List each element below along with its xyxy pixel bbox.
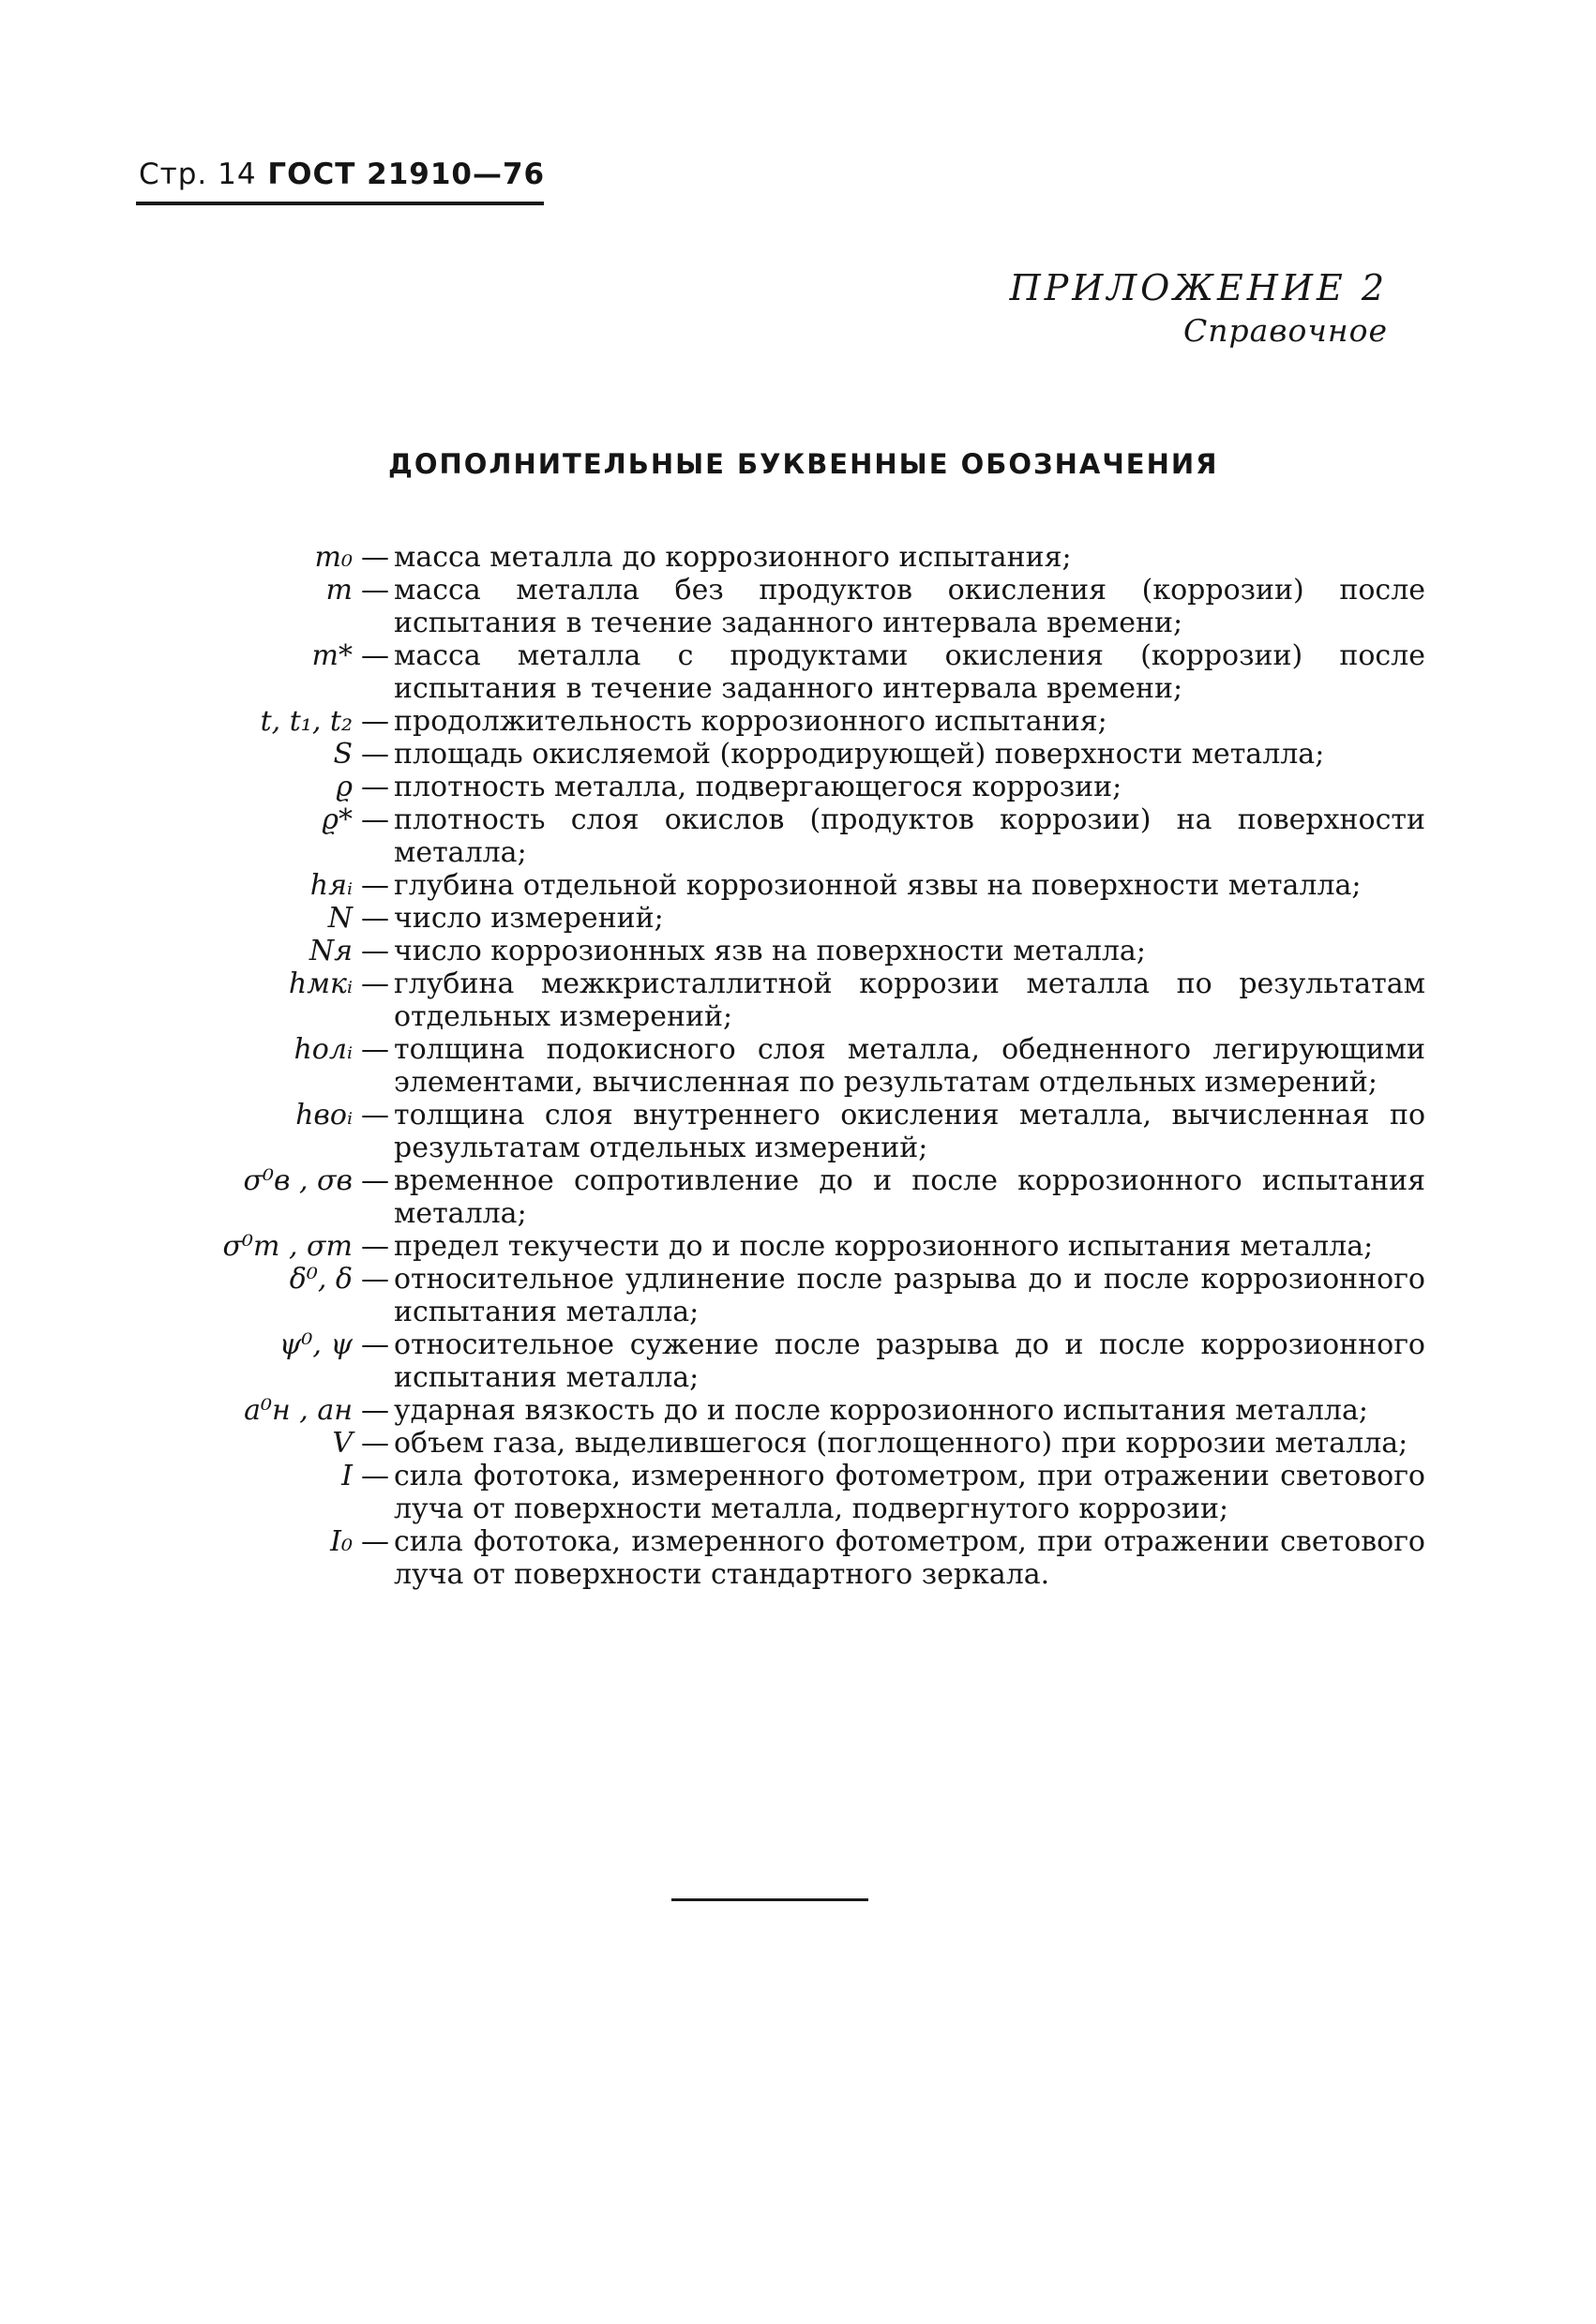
definition-text: масса металла без продуктов окисления (коррозии) после испытания в течение заданного интервала времени; (394, 574, 1425, 639)
definition-text: масса металла до коррозионного испытания; (394, 541, 1072, 574)
definition-symbol: hмкᵢ (288, 967, 353, 1000)
definition-item (131, 803, 1425, 869)
definition-text: плотность слоя окислов (продуктов коррозии) на поверхности металла; (394, 803, 1425, 869)
definition-item (131, 902, 1425, 935)
definition-symbol: S (333, 738, 353, 771)
definition-dash: — (361, 771, 389, 803)
appendix-title: ПРИЛОЖЕНИЕ 2 (1009, 267, 1388, 308)
definition-text: число коррозионных язв на поверхности металла; (394, 935, 1146, 967)
definition-symbol: m (325, 574, 353, 607)
definition-text: сила фототока, измеренного фотометром, при отражении светового луча от поверхности стандартного зеркала. (394, 1525, 1425, 1591)
definition-item (131, 1263, 1425, 1328)
definition-dash: — (361, 1230, 389, 1263)
definition-item (131, 639, 1425, 705)
definition-dash: — (361, 738, 389, 771)
definition-item (131, 1230, 1425, 1263)
definition-item (131, 1328, 1425, 1394)
end-rule (671, 1898, 868, 1901)
definition-item (131, 1164, 1425, 1230)
appendix-subtitle: Справочное (1182, 312, 1388, 349)
definition-dash: — (361, 1427, 389, 1460)
definition-text: продолжительность коррозионного испытания; (394, 705, 1107, 738)
definition-symbol: N (327, 902, 353, 935)
definition-dash: — (361, 1099, 389, 1132)
definition-symbol: I₀ (330, 1525, 353, 1558)
definition-text: масса металла с продуктами окисления (коррозии) после испытания в течение заданного интервала времени; (394, 639, 1425, 705)
definition-symbol: hвоᵢ (295, 1099, 353, 1132)
definition-dash: — (361, 705, 389, 738)
definition-symbol: V (332, 1427, 353, 1460)
definition-symbol: I (341, 1460, 353, 1492)
definition-text: площадь окисляемой (корродирующей) поверхности металла; (394, 738, 1325, 771)
definition-dash: — (361, 1033, 389, 1066)
definition-item (131, 738, 1425, 771)
definition-text: глубина межкристаллитной коррозии металла по результатам отдельных измерений; (394, 967, 1425, 1033)
definition-dash: — (361, 639, 389, 672)
definition-dash: — (361, 1394, 389, 1427)
definition-symbol: ψ⁰, ψ (279, 1328, 353, 1361)
definition-text: объем газа, выделившегося (поглощенного) при коррозии металла; (394, 1427, 1408, 1460)
definition-dash: — (361, 1164, 389, 1197)
definition-text: сила фототока, измеренного фотометром, при отражении светового луча от поверхности металла, подвергнутого коррозии; (394, 1460, 1425, 1525)
page-number: Стр. 14 (139, 157, 257, 191)
definition-item (131, 541, 1425, 574)
definition-text: предел текучести до и после коррозионного испытания металла; (394, 1230, 1374, 1263)
header-rule (136, 202, 544, 205)
definition-dash: — (361, 1460, 389, 1492)
definition-item (131, 1427, 1425, 1460)
definition-symbol: ϱ (336, 771, 353, 803)
definition-dash: — (361, 541, 389, 574)
definition-item (131, 574, 1425, 639)
definition-dash: — (361, 1525, 389, 1558)
definition-symbol: hолᵢ (294, 1033, 353, 1066)
definition-text: относительное сужение после разрыва до и после коррозионного испытания металла; (394, 1328, 1425, 1394)
section-title: ДОПОЛНИТЕЛЬНЫЕ БУКВЕННЫЕ ОБОЗНАЧЕНИЯ (388, 448, 1219, 480)
definition-dash: — (361, 1263, 389, 1296)
definition-item (131, 1033, 1425, 1099)
definition-text: временное сопротивление до и после коррозионного испытания металла; (394, 1164, 1425, 1230)
definition-text: относительное удлинение после разрыва до и после коррозионного испытания металла; (394, 1263, 1425, 1328)
definition-dash: — (361, 1328, 389, 1361)
definition-text: толщина слоя внутреннего окисления металла, вычисленная по результатам отдельных измерений; (394, 1099, 1425, 1164)
definition-dash: — (361, 574, 389, 607)
definition-symbol: hяᵢ (309, 869, 353, 902)
definition-symbol: m₀ (314, 541, 353, 574)
definition-item (131, 771, 1425, 803)
definition-text: толщина подокисного слоя металла, обедненного легирующими элементами, вычисленная по результатам отдельных измерений; (394, 1033, 1425, 1099)
definition-dash: — (361, 803, 389, 836)
page-header (139, 157, 545, 191)
definition-text: глубина отдельной коррозионной язвы на поверхности металла; (394, 869, 1362, 902)
definition-dash: — (361, 869, 389, 902)
definition-item (131, 1099, 1425, 1164)
definition-symbol: ϱ* (322, 803, 353, 836)
definition-item (131, 1394, 1425, 1427)
definition-item (131, 967, 1425, 1033)
definition-text: ударная вязкость до и после коррозионного испытания металла; (394, 1394, 1368, 1427)
standard-number: ГОСТ 21910—76 (267, 157, 546, 191)
definition-item (131, 1525, 1425, 1591)
definition-symbol: σ⁰в , σв (243, 1164, 353, 1197)
definition-item (131, 935, 1425, 967)
definition-symbol: δ⁰, δ (289, 1263, 353, 1296)
definition-symbol: t, t₁, t₂ (260, 705, 353, 738)
definition-dash: — (361, 967, 389, 1000)
definition-text: плотность металла, подвергающегося коррозии; (394, 771, 1122, 803)
definition-symbol: σ⁰т , σт (222, 1230, 353, 1263)
definition-item (131, 869, 1425, 902)
definition-symbol: a⁰н , aн (244, 1394, 353, 1427)
appendix-block (1010, 265, 1388, 352)
definition-dash: — (361, 902, 389, 935)
definition-item (131, 1460, 1425, 1525)
definition-item (131, 705, 1425, 738)
definitions-list (131, 541, 1425, 1591)
definition-dash: — (361, 935, 389, 967)
definition-symbol: Nя (309, 935, 353, 967)
definition-text: число измерений; (394, 902, 664, 935)
definition-symbol: m* (311, 639, 353, 672)
